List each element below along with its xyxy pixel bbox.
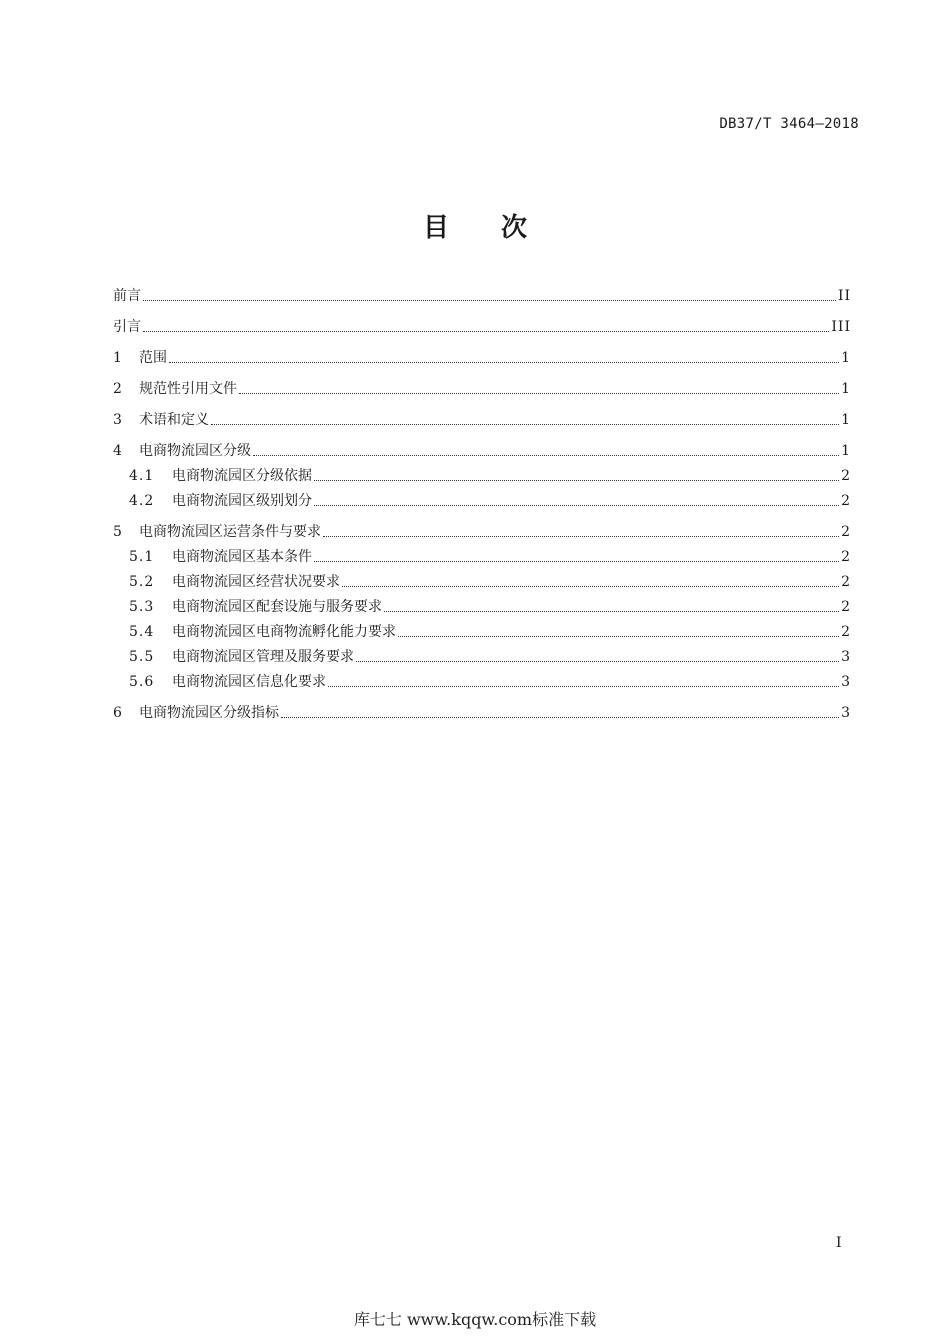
toc-entry-4-2[interactable] [113,491,851,511]
toc-entry-text: 电商物流园区分级指标 [139,705,279,721]
toc-entry-number: 5.2 [129,574,155,590]
toc-entry-text: 电商物流园区电商物流孵化能力要求 [172,624,396,640]
toc-entry-section-5[interactable] [113,522,851,542]
toc-leader-dots [314,480,839,481]
title-char-1: 目 [422,213,449,243]
toc-entry-page: 2 [841,574,851,590]
toc-entry-page: 3 [841,705,851,721]
toc-leader-dots [323,536,839,537]
toc-entry-text: 规范性引用文件 [139,381,237,397]
toc-entry-page: 1 [841,443,851,459]
toc-entry-page: 1 [841,412,851,428]
toc-entry-number: 5.5 [129,649,155,665]
toc-entry-page: 3 [841,674,851,690]
toc-entry-page: 1 [841,350,851,366]
toc-entry-page: 3 [841,649,851,665]
toc-entry-text: 电商物流园区分级依据 [172,468,312,484]
toc-entry-page: 2 [841,599,851,615]
toc-entry-number: 2 [113,381,122,397]
toc-entry-text: 范围 [139,350,167,366]
toc-entry-5-4[interactable] [113,622,851,642]
toc-leader-dots [314,505,839,506]
toc-entry-number: 4 [113,443,122,459]
toc-entry-text: 电商物流园区配套设施与服务要求 [172,599,382,615]
toc-entry-number: 5.3 [129,599,155,615]
toc-leader-dots [281,717,839,718]
toc-leader-dots [169,362,839,363]
page-title [0,207,950,244]
toc-leader-dots [143,331,829,332]
toc-entry-text: 电商物流园区经营状况要求 [172,574,340,590]
toc-entry-page: 1 [841,381,851,397]
toc-leader-dots [342,586,839,587]
toc-leader-dots [143,300,836,301]
toc-entry-text: 引言 [113,319,141,335]
table-of-contents [113,286,851,734]
toc-entry-number: 5.6 [129,674,155,690]
toc-entry-number: 6 [113,705,122,721]
toc-entry-number: 4.2 [129,493,155,509]
toc-entry-number: 4.1 [129,468,155,484]
toc-entry-5-6[interactable] [113,672,851,692]
toc-entry-text: 电商物流园区分级 [139,443,251,459]
toc-entry-text: 电商物流园区信息化要求 [172,674,326,690]
toc-entry-5-3[interactable] [113,597,851,617]
toc-entry-number: 5.1 [129,549,155,565]
toc-entry-text: 电商物流园区运营条件与要求 [139,524,321,540]
toc-entry-terms-definitions[interactable] [113,410,851,430]
toc-leader-dots [253,455,839,456]
toc-entry-number: 5 [113,524,122,540]
watermark: 库七七 www.kqqw.com标准下载 [353,1310,597,1329]
toc-entry-5-2[interactable] [113,572,851,592]
toc-entry-normative-references[interactable] [113,379,851,399]
toc-entry-5-1[interactable] [113,547,851,567]
toc-entry-page: 2 [841,549,851,565]
toc-entry-text: 电商物流园区管理及服务要求 [172,649,354,665]
toc-entry-page: 2 [841,624,851,640]
toc-entry-page: 2 [841,468,851,484]
toc-entry-number: 3 [113,412,122,428]
toc-leader-dots [384,611,839,612]
toc-leader-dots [314,561,839,562]
toc-leader-dots [239,393,839,394]
toc-entry-text: 电商物流园区基本条件 [172,549,312,565]
toc-entry-page: 2 [841,493,851,509]
page-number: I [836,1235,842,1251]
toc-entry-text: 术语和定义 [139,412,209,428]
toc-leader-dots [328,686,839,687]
title-char-2: 次 [501,213,528,243]
toc-leader-dots [356,661,839,662]
toc-entry-page: II [837,288,851,304]
toc-leader-dots [398,636,839,637]
document-code: DB37/T 3464—2018 [719,116,859,132]
toc-entry-number: 5.4 [129,624,155,640]
toc-entry-scope[interactable] [113,348,851,368]
toc-entry-number: 1 [113,350,122,366]
toc-entry-section-4[interactable] [113,441,851,461]
toc-entry-foreword[interactable] [113,286,851,306]
toc-entry-introduction[interactable] [113,317,851,337]
toc-entry-text: 电商物流园区级别划分 [172,493,312,509]
toc-entry-page: III [831,319,851,335]
toc-entry-page: 2 [841,524,851,540]
toc-entry-text: 前言 [113,288,141,304]
toc-entry-4-1[interactable] [113,466,851,486]
toc-entry-section-6[interactable] [113,703,851,723]
toc-entry-5-5[interactable] [113,647,851,667]
toc-leader-dots [211,424,839,425]
